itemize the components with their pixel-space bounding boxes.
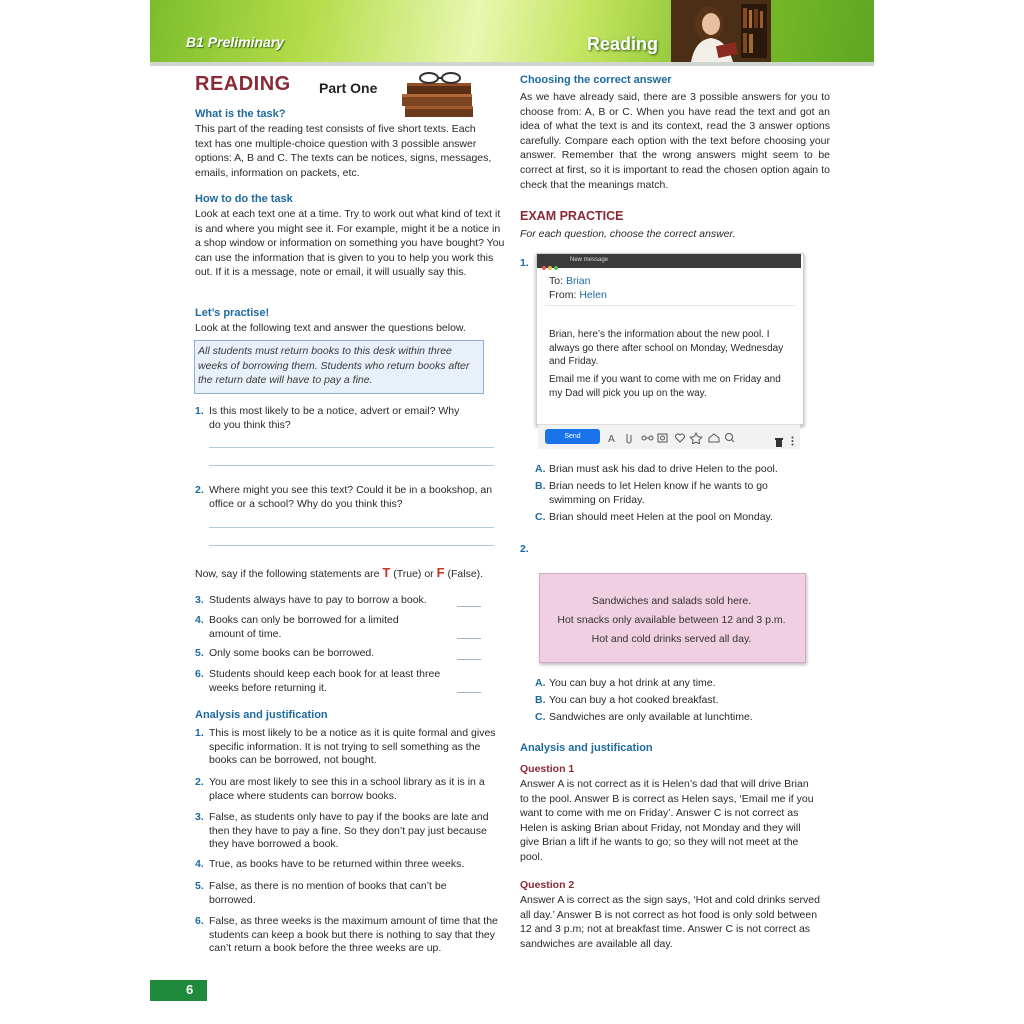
sign-line-2: Hot snacks only available between 12 and 3 p.m.: [557, 614, 786, 626]
tf-answer-blank[interactable]: [457, 638, 481, 639]
more-options-icon[interactable]: [791, 433, 794, 451]
analysis-4: 4. True, as books have to be returned within three weeks.: [195, 858, 465, 870]
section-label: Reading: [587, 34, 659, 54]
statement-4: 4. Books can only be borrowed for a limited amount of time.: [195, 614, 399, 640]
exam-q1-option-c[interactable]: C. Brian should meet Helen at the pool on Monday.: [535, 511, 773, 523]
reading-girl-photo: [671, 0, 771, 62]
exam-practice-heading: EXAM PRACTICE: [520, 209, 624, 223]
series-label: B1 Preliminary: [186, 34, 285, 50]
answer-line[interactable]: [209, 545, 494, 546]
tf-answer-blank[interactable]: [457, 659, 481, 660]
question-2-heading: Question 2: [520, 879, 575, 891]
question-1-heading: Question 1: [520, 763, 575, 775]
email-body-2: Email me if you want to come with me on Friday and my Dad will pick you up on the way.: [549, 374, 781, 399]
question-2-explanation: Answer A is correct as the sign says, ‘Hot and cold drinks served all day.’ Answer B is not correct as hot food is only sold between 12 and 3 p.m; not at breakfast time. Answer C is not correct as sandwiches are available all day.: [520, 894, 820, 950]
task-heading: What is the task?: [195, 108, 286, 120]
analysis-heading-right: Analysis and justification: [520, 742, 653, 754]
statement-5: 5. Only some books can be borrowed.: [195, 647, 375, 659]
exam-instruction: For each question, choose the correct answer.: [520, 228, 736, 240]
analysis-2: 2. You are most likely to see this in a school library as it is in a place where students can borrow books.: [195, 776, 485, 802]
choosing-heading: Choosing the correct answer: [520, 74, 672, 86]
statement-6: 6. Students should keep each book for at least three weeks before returning it.: [195, 668, 441, 694]
trash-icon[interactable]: [775, 434, 783, 452]
exam-q1-option-a[interactable]: A. Brian must ask his dad to drive Helen to the pool.: [535, 463, 778, 475]
how-text: Look at each text one at a time. Try to work out what kind of text it is and where you might see it. For example, might it be a notice in a shop window or information on something you have bought? You can use the information that is given to you to help you work this out. If it is a message, note or email, it will usually say this.: [195, 208, 505, 279]
tf-instruction: Now, say if the following statements are T (True) or F (False).: [195, 565, 484, 580]
page-number-tab: [150, 980, 207, 1001]
exam-question-2-number: 2.: [520, 543, 529, 555]
exam-q2-option-a[interactable]: A. You can buy a hot drink at any time.: [535, 677, 716, 689]
exam-question-1-number: 1.: [520, 257, 529, 269]
page-number: 6: [186, 982, 194, 997]
compose-tools-icons[interactable]: [608, 431, 738, 449]
statement-3: 3. Students always have to pay to borrow a book.: [195, 594, 427, 606]
email-from: From: Helen: [549, 289, 607, 301]
analysis-6: 6. False, as three weeks is the maximum amount of time that the students can keep a book but there is nothing to say that they can’t return a book before the three weeks are up.: [195, 915, 498, 954]
sign-line-1: Sandwiches and salads sold here.: [591, 595, 752, 607]
exam-q2-option-b[interactable]: B. You can buy a hot cooked breakfast.: [535, 694, 719, 706]
practise-heading: Let’s practise!: [195, 307, 270, 319]
tf-answer-blank[interactable]: [457, 606, 481, 607]
choosing-text: As we have already said, there are 3 possible answers for you to choose from: A, B or C. When you have read the text and got an idea of what the text is and its context, read the 3 answer options carefully. Compare each option with the text before choosing your answer. Remember that the wrong answers might seem to be correct at first, so it is important to read the chosen option again to check that the meanings match.: [520, 91, 830, 191]
email-body-1: Brian, here’s the information about the new pool. I always go there after school on Monday, Wednesday and Friday.: [549, 329, 784, 367]
page-title: READING: [195, 73, 291, 95]
analysis-5: 5. False, as there is no mention of books that can’t be borrowed.: [195, 880, 447, 906]
header-divider: [150, 62, 874, 66]
answer-line[interactable]: [209, 465, 494, 466]
tf-answer-blank[interactable]: [457, 692, 481, 693]
answer-line[interactable]: [209, 527, 494, 528]
exam-q1-option-b[interactable]: B. Brian needs to let Helen know if he wants to go swimming on Friday.: [535, 480, 768, 506]
practise-text: Look at the following text and answer the questions below.: [195, 322, 466, 334]
email-divider: [545, 305, 795, 306]
part-label: Part One: [319, 80, 378, 96]
task-text: This part of the reading test consists of five short texts. Each text has one multiple-choice question with 3 possible answer options: A, B and C. The texts can be notices, signs, messages, emails, information on packets, etc.: [195, 123, 492, 179]
how-heading: How to do the task: [195, 193, 293, 205]
svg-text:A: A: [608, 434, 615, 444]
email-window-title: New message: [570, 257, 609, 263]
answer-line[interactable]: [209, 447, 494, 448]
question-2: 2. Where might you see this text? Could it be in a bookshop, an office or a school? Why do you think this?: [195, 484, 493, 510]
analysis-3: 3. False, as students only have to pay if the books are late and then they have to pay a fine. So they don’t pay just because they have borrowed a book.: [195, 811, 489, 850]
analysis-heading-left: Analysis and justification: [195, 709, 328, 721]
exam-q2-option-c[interactable]: C. Sandwiches are only available at lunchtime.: [535, 711, 753, 723]
question-1-explanation: Answer A is not correct as it is Helen’s dad that will drive Brian to the pool. Answer B is correct as Helen says, ‘Email me if you want to come with me on Friday’. Answer C is not correct as Helen is asking Brian about Friday, not Monday and they will give Brian a lift if he wants to go; so they will not meet at the pool.: [520, 778, 814, 863]
sign-line-3: Hot and cold drinks served all day.: [591, 633, 752, 645]
analysis-1: 1. This is most likely to be a notice as it is quite formal and gives specific information. It is not trying to sell something as the books can be borrowed, not bought.: [195, 727, 496, 766]
send-button[interactable]: Send: [545, 429, 600, 444]
question-1: 1. Is this most likely to be a notice, advert or email? Why do you think this?: [195, 405, 460, 431]
library-notice-text: All students must return books to this desk within three weeks of borrowing them. Students who return books after the return date will have to pay a fine.: [198, 345, 470, 387]
books-glasses-icon: [399, 70, 479, 120]
email-to: To: Brian: [549, 275, 591, 287]
